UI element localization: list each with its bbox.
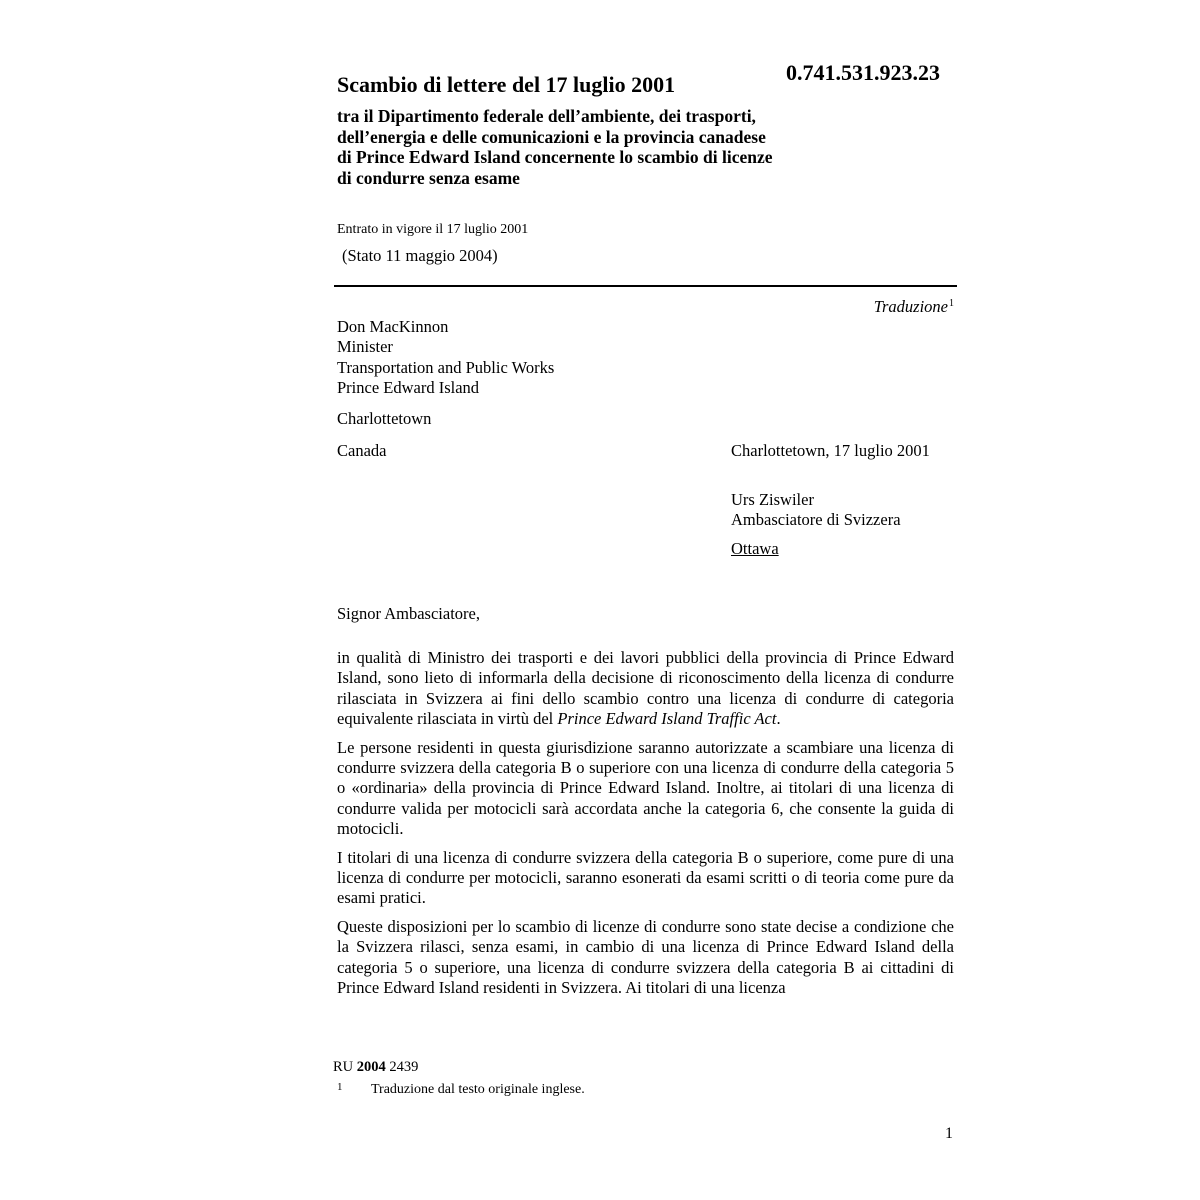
page-number: 1 — [945, 1125, 953, 1142]
addressee-title: Ambasciatore di Svizzera — [731, 510, 901, 530]
official-compilation-ref — [333, 1059, 418, 1076]
paragraph-end: . — [776, 709, 781, 729]
translation-text: Traduzione — [873, 297, 948, 316]
document-title: Scambio di lettere del 17 luglio 2001 — [337, 72, 676, 97]
ru-prefix: RU — [333, 1059, 354, 1075]
paragraph-text: in qualità di Ministro dei trasporti e dei lavori pubblici della provincia di Prince Edward Island, sono lieto di informarla della decisione di riconoscimento della licenza di condurre rilasciata in Svizzera ai fini dello scambio contro una licenza di condurre di categoria equivalente rilasciata in virtù del — [337, 648, 954, 729]
act-title: Prince Edward Island Traffic Act — [557, 709, 777, 729]
translation-label — [874, 297, 954, 317]
ru-page: 2439 — [389, 1059, 419, 1075]
footnote-text: Traduzione dal testo originale inglese. — [371, 1082, 585, 1097]
footnote-ref[interactable]: 1 — [949, 298, 954, 309]
paragraph: Queste disposizioni per lo scambio di licenze di condurre sono state decise a condizione che la Svizzera rilasci, senza esami, in cambio di una licenza di Prince Edward Island della categoria 5 o superiore, una licenza di condurre svizzera della categoria B ai cittadini di Prince Edward Island residenti in Svizzera. Ai titolari di una licenza — [337, 916, 954, 998]
sender-department: Transportation and Public Works — [337, 357, 555, 377]
place-date: Charlottetown, 17 luglio 2001 — [731, 441, 930, 460]
sender-title: Minister — [337, 337, 393, 357]
footnote — [337, 1081, 585, 1098]
addressee-name: Urs Ziswiler — [731, 490, 814, 509]
sender-province: Prince Edward Island — [337, 378, 480, 398]
sender-country: Canada — [337, 441, 387, 460]
ru-year: 2004 — [356, 1059, 386, 1075]
document-subtitle — [337, 106, 877, 188]
letter-body — [337, 648, 954, 1007]
subtitle-line: di Prince Edward Island concernente lo scambio di licenze — [337, 147, 773, 167]
sender-city: Charlottetown — [337, 409, 432, 428]
addressee-city: Ottawa — [731, 539, 779, 558]
addressee-block — [731, 490, 901, 531]
paragraph: I titolari di una licenza di condurre svizzera della categoria B o superiore, come pure di una licenza di condurre per motocicli, saranno esonerati da esami scritti o di teoria come pure da esami pratici. — [337, 847, 954, 908]
sender-name: Don MacKinnon — [337, 317, 449, 336]
footnote-number: 1 — [337, 1081, 343, 1093]
paragraph: Le persone residenti in questa giurisdizione saranno autorizzate a scambiare una licenza di condurre svizzera della categoria B o superiore con una licenza di condurre della categoria 5 o «ordinaria» della provincia di Prince Edward Island. Inoltre, ai titolari di una licenza di condurre valida per motocicli sarà accordata anche la categoria 6, che consente la guida di motocicli. — [337, 737, 954, 839]
salutation: Signor Ambasciatore, — [337, 604, 480, 623]
subtitle-line: di condurre senza esame — [337, 167, 520, 188]
subtitle-line: tra il Dipartimento federale dell’ambiente, dei trasporti, — [337, 106, 756, 126]
paragraph — [337, 648, 954, 730]
entry-into-force: Entrato in vigore il 17 luglio 2001 — [337, 222, 529, 237]
status-date: (Stato 11 maggio 2004) — [342, 246, 498, 265]
sender-block — [337, 317, 554, 399]
sr-number: 0.741.531.923.23 — [786, 60, 940, 85]
subtitle-line: dell’energia e delle comunicazioni e la provincia canadese — [337, 126, 766, 147]
header-divider — [334, 285, 957, 287]
